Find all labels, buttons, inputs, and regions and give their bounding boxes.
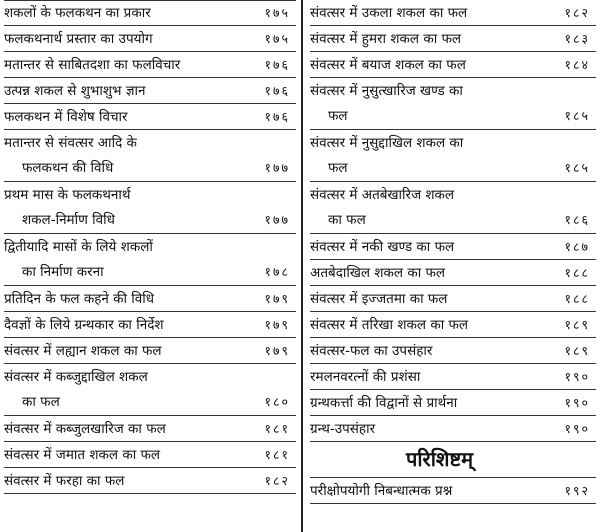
toc-page-number: १९२ <box>564 483 590 498</box>
toc-right-column <box>310 0 596 504</box>
toc-entry-title: मतान्तर से साबितदशा का फलविचार <box>4 57 181 73</box>
toc-entry-title: संवत्सर-फल का उपसंहार <box>310 343 433 359</box>
toc-page-number: १७९ <box>264 317 290 332</box>
toc-entry-title: फलकथनार्थ प्रस्तार का उपयोग <box>4 31 153 47</box>
toc-page-number: १८१ <box>264 421 290 436</box>
toc-entry-title: प्रथम मास के फलकथनार्थ <box>4 187 131 203</box>
toc-entry-title: संवत्सर में कब्जुलखारिज का फल <box>4 421 166 437</box>
toc-entry <box>4 234 296 286</box>
toc-page-number: १७५ <box>264 5 290 20</box>
toc-entry-title-continued: फल <box>328 108 348 124</box>
toc-entry-title-continued: फलकथन की विधि <box>22 160 114 176</box>
toc-entry-title-continued: फल <box>328 160 348 176</box>
toc-entry <box>4 442 296 468</box>
toc-page-number: १७९ <box>264 291 290 306</box>
toc-page-number: १८२ <box>564 5 590 20</box>
toc-entry-title: मतान्तर से संवत्सर आदि के <box>4 135 137 151</box>
toc-page-number: १८५ <box>564 108 590 123</box>
toc-entry <box>4 468 296 494</box>
toc-entry <box>4 78 296 104</box>
column-divider <box>301 0 303 532</box>
toc-entry-title: रमलनवरत्नों की प्रशंसा <box>310 369 421 385</box>
toc-entry-title: संवत्सर में फरहा का फल <box>4 473 125 489</box>
toc-entry <box>4 26 296 52</box>
toc-left-column <box>4 0 296 494</box>
toc-entry <box>4 104 296 130</box>
toc-entry <box>310 416 596 442</box>
toc-entry-title: शकलों के फलकथन का प्रकार <box>4 5 151 21</box>
toc-entry-title: ग्रन्थ-उपसंहार <box>310 421 376 437</box>
toc-entry <box>310 234 596 260</box>
toc-entry <box>310 78 596 130</box>
toc-page-number: १८९ <box>564 343 590 358</box>
toc-entry <box>310 52 596 78</box>
toc-page-number: १८५ <box>564 160 590 175</box>
toc-page-number: १८९ <box>564 317 590 332</box>
toc-entry-title: संवत्सर में बयाज शकल का फल <box>310 57 466 73</box>
toc-page-number: १९० <box>564 395 590 410</box>
toc-entry-title: प्रतिदिन के फल कहने की विधि <box>4 291 155 307</box>
toc-entry-title-continued: का निर्माण करना <box>22 264 104 280</box>
toc-entry-title: दैवज्ञों के लिये ग्रन्थकार का निर्देश <box>4 317 164 333</box>
toc-entry-title: ग्रन्थकर्त्ता की विद्वानों से प्रार्थना <box>310 395 458 411</box>
toc-page-number: १८१ <box>264 447 290 462</box>
toc-entry-title: संवत्सर में तरिखा शकल का फल <box>310 317 469 333</box>
toc-entry <box>310 26 596 52</box>
toc-page-number: १७९ <box>264 343 290 358</box>
toc-entry <box>310 338 596 364</box>
toc-entry <box>310 312 596 338</box>
appendix-entries <box>310 478 596 504</box>
toc-right-entries <box>310 0 596 442</box>
toc-entry-title: संवत्सर में इज्जतमा का फल <box>310 291 448 307</box>
toc-entry-title: संवत्सर में अतबेखारिज शकल <box>310 187 455 203</box>
toc-entry-title: संवत्सर में नुसुद्दाखिल शकल का <box>310 135 464 151</box>
toc-entry <box>310 182 596 234</box>
toc-page-number: १९० <box>564 369 590 384</box>
toc-page-number: १७८ <box>264 264 290 279</box>
toc-page-number: १८२ <box>264 473 290 488</box>
toc-entry-title: संवत्सर में जमात शकल का फल <box>4 447 161 463</box>
toc-entry <box>310 390 596 416</box>
toc-entry <box>310 130 596 182</box>
toc-entry <box>4 182 296 234</box>
toc-entry-title: संवत्सर में हुमरा शकल का फल <box>310 31 462 47</box>
toc-entry-title: संवत्सर में उकला शकल का फल <box>310 5 468 21</box>
toc-page-number: १७६ <box>264 83 290 98</box>
toc-page-number: १९० <box>564 421 590 436</box>
toc-entry <box>4 0 296 26</box>
toc-entry-title: अतबेदाखिल शकल का फल <box>310 265 446 281</box>
toc-entry-title: संवत्सर में कब्जुद्दाखिल शकल <box>4 369 148 385</box>
toc-page-number: १८८ <box>564 265 590 280</box>
toc-page-number: १८४ <box>564 57 590 72</box>
toc-entry <box>4 312 296 338</box>
toc-page-number: १८७ <box>564 239 590 254</box>
toc-entry-title-continued: का फल <box>328 212 366 228</box>
toc-entry <box>4 130 296 182</box>
toc-page-number: १७६ <box>264 109 290 124</box>
appendix-heading-row <box>310 442 596 478</box>
toc-entry-title: द्वितीयादि मासों के लिये शकलों <box>4 239 153 255</box>
toc-entry-title-continued: का फल <box>22 394 60 410</box>
appendix-heading: परिशिष्टम् <box>406 447 474 471</box>
toc-entry <box>310 478 596 504</box>
toc-entry-title: परीक्षोपयोगी निबन्धात्मक प्रश्न <box>310 483 453 499</box>
toc-entry <box>4 364 296 416</box>
toc-page-number: १८० <box>264 394 290 409</box>
toc-entry-title: उत्पन्न शकल से शुभाशुभ ज्ञान <box>4 83 146 99</box>
toc-entry <box>4 338 296 364</box>
toc-entry <box>4 286 296 312</box>
toc-entry-title-continued: शकल-निर्माण विधि <box>22 212 115 228</box>
toc-entry-title: फलकथन में विशेष विचार <box>4 109 128 125</box>
toc-entry <box>4 416 296 442</box>
toc-page-number: १७५ <box>264 31 290 46</box>
toc-entry <box>310 364 596 390</box>
toc-entry-title: संवत्सर में नुसुत्खारिज खण्ड का <box>310 83 463 99</box>
toc-page-number: १८६ <box>564 212 590 227</box>
toc-entry <box>310 286 596 312</box>
toc-page-number: १७७ <box>264 212 290 227</box>
toc-page-number: १८३ <box>564 31 590 46</box>
toc-entry <box>310 260 596 286</box>
toc-entry <box>310 0 596 26</box>
toc-page-number: १७७ <box>264 160 290 175</box>
toc-entry <box>4 52 296 78</box>
toc-page-number: १७६ <box>264 57 290 72</box>
toc-page-number: १८८ <box>564 291 590 306</box>
toc-entry-title: संवत्सर में लह्यान शकल का फल <box>4 343 162 359</box>
toc-entry-title: संवत्सर में नकी खण्ड का फल <box>310 239 455 255</box>
